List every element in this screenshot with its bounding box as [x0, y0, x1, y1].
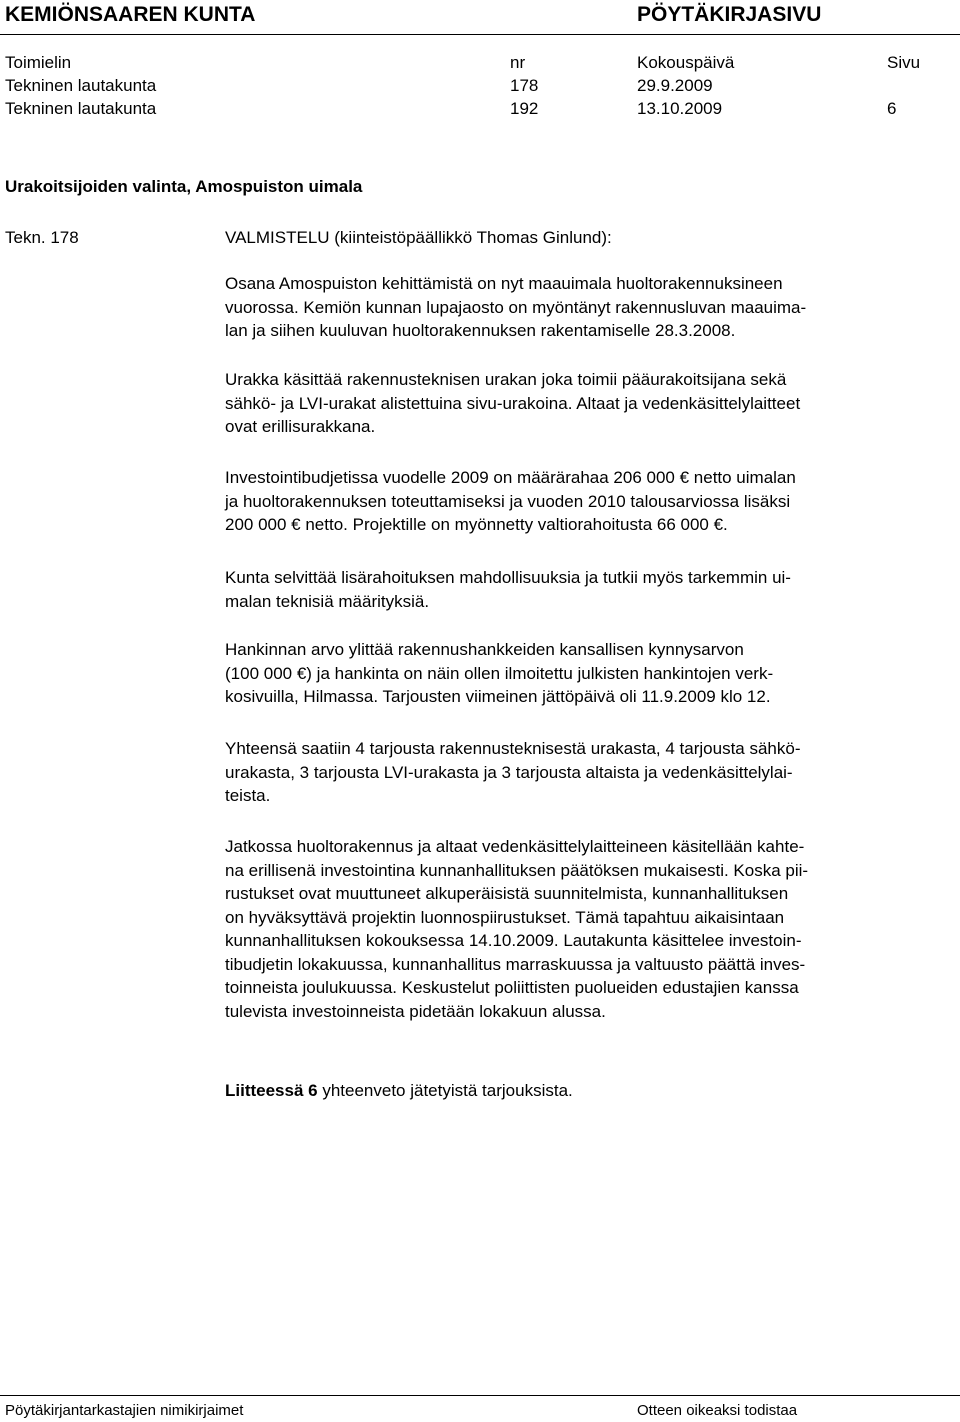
paragraph-4: [225, 566, 940, 613]
attachment-note: [225, 1081, 573, 1101]
paragraph-line: Investointibudjetissa vuodelle 2009 on määrärahaa 206 000 € netto uimalan: [225, 468, 796, 487]
paragraph-line: Urakka käsittää rakennusteknisen urakan joka toimii pääurakoitsijana sekä: [225, 370, 787, 389]
col-header-date: Kokouspäivä: [637, 53, 735, 72]
section-title: Urakoitsijoiden valinta, Amospuiston uimala: [5, 177, 363, 196]
document-type: PÖYTÄKIRJASIVU: [637, 3, 822, 26]
col-header-page: Sivu: [887, 53, 921, 72]
paragraph-line: tibudjetin lokakuussa, kunnanhallitus marraskuussa ja valtuusto päättä inves-: [225, 954, 806, 974]
paragraph-line: tulevista investoinneista pidetään lokakuun alussa.: [225, 1001, 606, 1021]
paragraph-line: na erillisenä investointina kunnanhallituksen päätöksen mukaisesti. Koska pii-: [225, 860, 809, 880]
paragraph-line: ovat erillisurakkana.: [225, 417, 376, 436]
attachment-text: yhteenveto jätetyistä tarjouksista.: [317, 1081, 573, 1100]
paragraph-line: rustukset ovat muuttuneet alkuperäisistä suunnitelmista, kunnanhallituksen: [225, 884, 789, 903]
col-header-body: Toimielin: [5, 53, 72, 72]
row1-body: Tekninen lautakunta: [5, 76, 157, 95]
footer-initials-label: Pöytäkirjantarkastajien nimikirjaimet: [5, 1402, 244, 1419]
row2-body: Tekninen lautakunta: [5, 99, 157, 118]
paragraph-1: [225, 272, 940, 343]
paragraph-5: [225, 638, 940, 709]
item-heading: VALMISTELU (kiinteistöpäällikkö Thomas Ginlund):: [225, 228, 612, 247]
paragraph-line: toinneista joulukuussa. Keskustelut poliittisten puolueiden edustajien kanssa: [225, 978, 799, 997]
paragraph-line: (100 000 €) ja hankinta on näin ollen ilmoitettu julkisten hankintojen verk-: [225, 663, 774, 683]
paragraph-line: Yhteensä saatiin 4 tarjousta rakennusteknisestä urakasta, 4 tarjousta sähkö-: [225, 739, 801, 758]
paragraph-line: lan ja siihen kuuluvan huoltorakennuksen rakentamiselle 28.3.2008.: [225, 321, 736, 340]
paragraph-line: 200 000 € netto. Projektille on myönnetty valtiorahoitusta 66 000 €.: [225, 515, 728, 534]
paragraph-7: [225, 835, 940, 1023]
paragraph-3: [225, 466, 940, 537]
footer-certification-label: Otteen oikeaksi todistaa: [637, 1402, 798, 1419]
paragraph-line: urakasta, 3 tarjousta LVI-urakasta ja 3 tarjousta altaista ja vedenkäsittelylai-: [225, 762, 793, 782]
col-header-nr: nr: [510, 53, 526, 72]
row1-date: 29.9.2009: [637, 76, 713, 95]
paragraph-6: [225, 737, 940, 808]
paragraph-line: sähkö- ja LVI-urakat alistettuina sivu-urakoina. Altaat ja vedenkäsittelylaitteet: [225, 393, 801, 413]
header-divider: [0, 34, 960, 35]
row2-date: 13.10.2009: [637, 99, 723, 118]
paragraph-line: kunnanhallituksen kokouksessa 14.10.2009. Lautakunta käsittelee investoin-: [225, 931, 802, 950]
paragraph-line: Hankinnan arvo ylittää rakennushankkeiden kansallisen kynnysarvon: [225, 640, 744, 659]
paragraph-line: kosivuilla, Hilmassa. Tarjousten viimeinen jättöpäivä oli 11.9.2009 klo 12.: [225, 687, 771, 706]
organization-name: KEMIÖNSAAREN KUNTA: [5, 3, 256, 26]
paragraph-line: on hyväksyttävä projektin luonnospiirustukset. Tämä tapahtuu aikaisintaan: [225, 907, 785, 927]
paragraph-line: Jatkossa huoltorakennus ja altaat vedenkäsittelylaitteineen käsitellään kahte-: [225, 837, 805, 856]
paragraph-line: ja huoltorakennuksen toteuttamiseksi ja vuoden 2010 talousarviossa lisäksi: [225, 491, 791, 511]
paragraph-line: teista.: [225, 786, 271, 805]
paragraph-line: malan teknisiä määrityksiä.: [225, 591, 430, 611]
item-reference: Tekn. 178: [5, 228, 79, 247]
row1-nr: 178: [510, 76, 539, 95]
paragraph-line: vuorossa. Kemiön kunnan lupajaosto on myöntänyt rakennusluvan maauima-: [225, 297, 807, 317]
paragraph-line: Kunta selvittää lisärahoituksen mahdollisuuksia ja tutkii myös tarkemmin ui-: [225, 568, 791, 587]
row2-page: 6: [887, 99, 897, 118]
paragraph-2: [225, 368, 940, 439]
attachment-label: Liitteessä 6: [225, 1081, 318, 1100]
row2-nr: 192: [510, 99, 539, 118]
footer-divider: [0, 1395, 960, 1396]
paragraph-line: Osana Amospuiston kehittämistä on nyt maauimala huoltorakennuksineen: [225, 274, 783, 293]
